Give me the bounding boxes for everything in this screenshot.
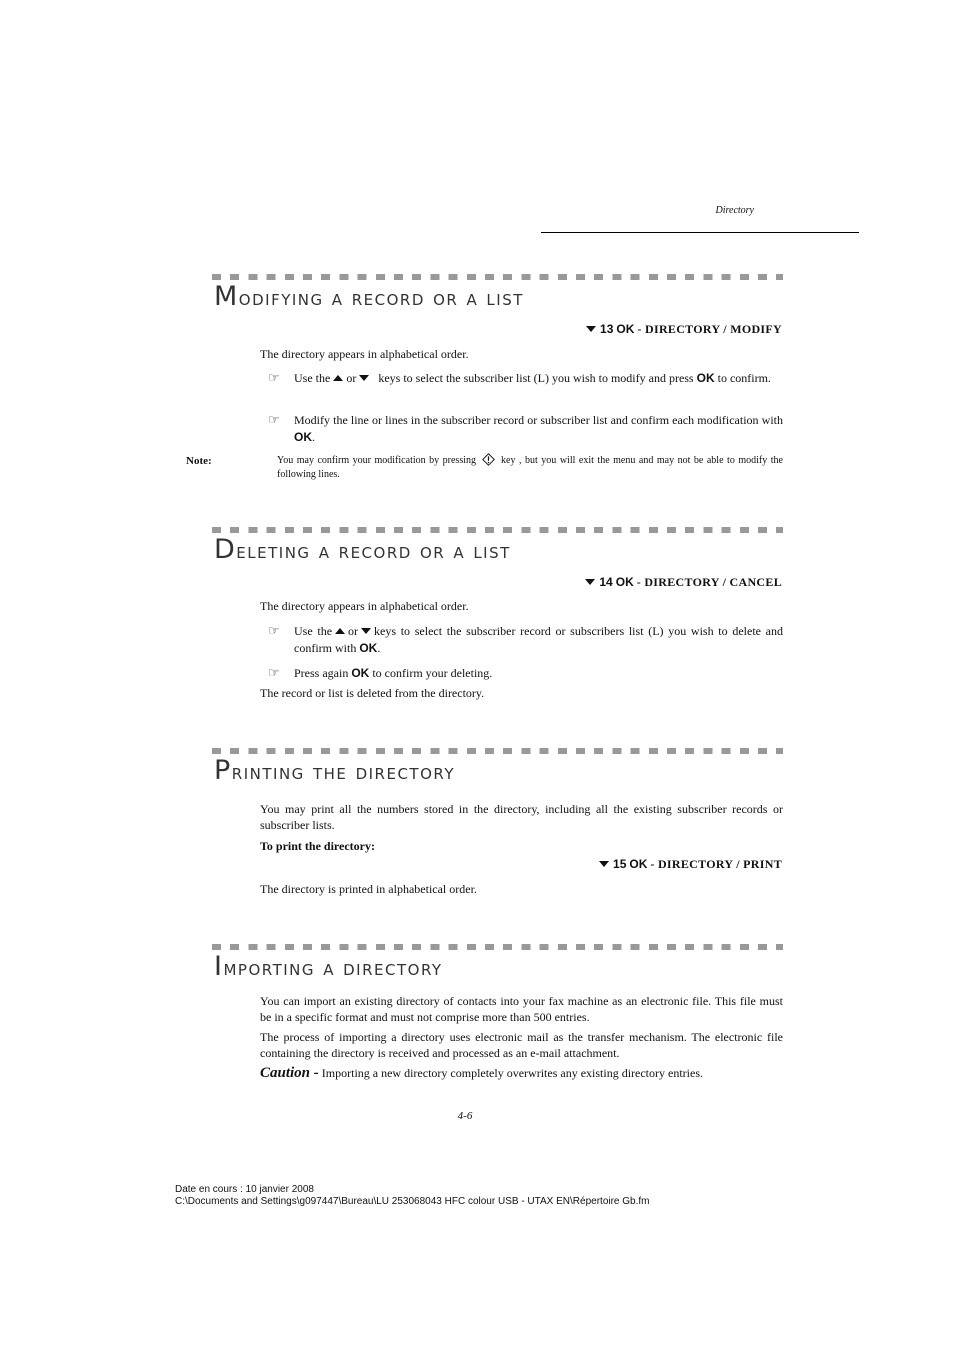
section-divider bbox=[212, 748, 783, 754]
header-rule bbox=[541, 232, 859, 233]
footer-path: C:\Documents and Settings\g097447\Bureau\LU 253068043 HFC colour USB - UTAX EN\Répertoire Gb.fm bbox=[175, 1196, 650, 1207]
section-title-printing: Printing the directory bbox=[214, 755, 456, 786]
footer-date: Date en cours : 10 janvier 2008 bbox=[175, 1184, 314, 1195]
instruction-confirm-delete: Press again OK to confirm your deleting. bbox=[294, 666, 493, 680]
pointing-hand-icon: ☞ bbox=[268, 665, 280, 680]
ok-key-label: OK bbox=[359, 641, 378, 655]
intro-text: The directory appears in alphabetical order. bbox=[260, 599, 469, 613]
ok-key-label: OK bbox=[351, 666, 370, 680]
up-arrow-icon bbox=[335, 628, 345, 634]
up-arrow-icon bbox=[333, 375, 343, 381]
menu-path-print: 15 OK - DIRECTORY / PRINT bbox=[599, 857, 782, 872]
running-header-title: Directory bbox=[715, 205, 754, 216]
intro-text: The directory appears in alphabetical order. bbox=[260, 347, 469, 361]
page-number: 4-6 bbox=[457, 1110, 473, 1122]
section-title-deleting: Deleting a record or a list bbox=[214, 534, 511, 565]
down-arrow-icon bbox=[586, 326, 596, 332]
import-paragraph-2: The process of importing a directory uses electronic mail as the transfer mechanism. The electronic file containing the directory is received and processed as an e-mail attachment. bbox=[260, 1030, 783, 1060]
note-label: Note: bbox=[186, 455, 212, 467]
instruction-select-record: Use the or keys to select the subscriber record or subscribers list (L) you wish to delete and confirm with OK. bbox=[294, 624, 783, 655]
intro-text: You may print all the numbers stored in the directory, including all the existing subscriber records or subscriber lists. bbox=[260, 802, 783, 832]
stop-key-icon bbox=[482, 453, 495, 466]
menu-path-modify: 13 OK - DIRECTORY / MODIFY bbox=[586, 322, 782, 337]
instruction-modify-lines: Modify the line or lines in the subscriber record or subscriber list and confirm each modification with OK. bbox=[294, 413, 783, 444]
caution-text: Caution - Importing a new directory completely overwrites any existing directory entries. bbox=[260, 1065, 703, 1081]
pointing-hand-icon: ☞ bbox=[268, 370, 280, 385]
menu-path-cancel: 14 OK - DIRECTORY / CANCEL bbox=[585, 575, 782, 590]
section-divider bbox=[212, 944, 783, 950]
instruction-select-list: Use the or keys to select the subscriber list (L) you wish to modify and press OK to confirm. bbox=[294, 371, 771, 385]
ok-key-label: OK bbox=[696, 371, 715, 385]
ok-key-label: OK bbox=[294, 430, 312, 444]
section-divider bbox=[212, 274, 783, 280]
pointing-hand-icon: ☞ bbox=[268, 623, 280, 638]
down-arrow-icon bbox=[585, 579, 595, 585]
outro-text: The record or list is deleted from the directory. bbox=[260, 686, 485, 700]
section-divider bbox=[212, 527, 783, 533]
pointing-hand-icon: ☞ bbox=[268, 412, 280, 427]
outro-text: The directory is printed in alphabetical order. bbox=[260, 882, 477, 896]
section-title-importing: Importing a directory bbox=[214, 951, 443, 982]
down-arrow-icon bbox=[599, 861, 609, 867]
import-paragraph-1: You can import an existing directory of contacts into your fax machine as an electronic file. This file must be in a specific format and must not comprise more than 500 entries. bbox=[260, 994, 783, 1024]
section-title-modifying: Modifying a record or a list bbox=[214, 281, 524, 312]
down-arrow-icon bbox=[359, 375, 369, 381]
note-text: You may confirm your modification by pressing key , but you will exit the menu and may not be able to modify the following lines. bbox=[277, 455, 783, 480]
caution-label: Caution - bbox=[260, 1065, 319, 1081]
down-arrow-icon bbox=[361, 628, 371, 634]
procedure-label: To print the directory: bbox=[260, 839, 375, 853]
